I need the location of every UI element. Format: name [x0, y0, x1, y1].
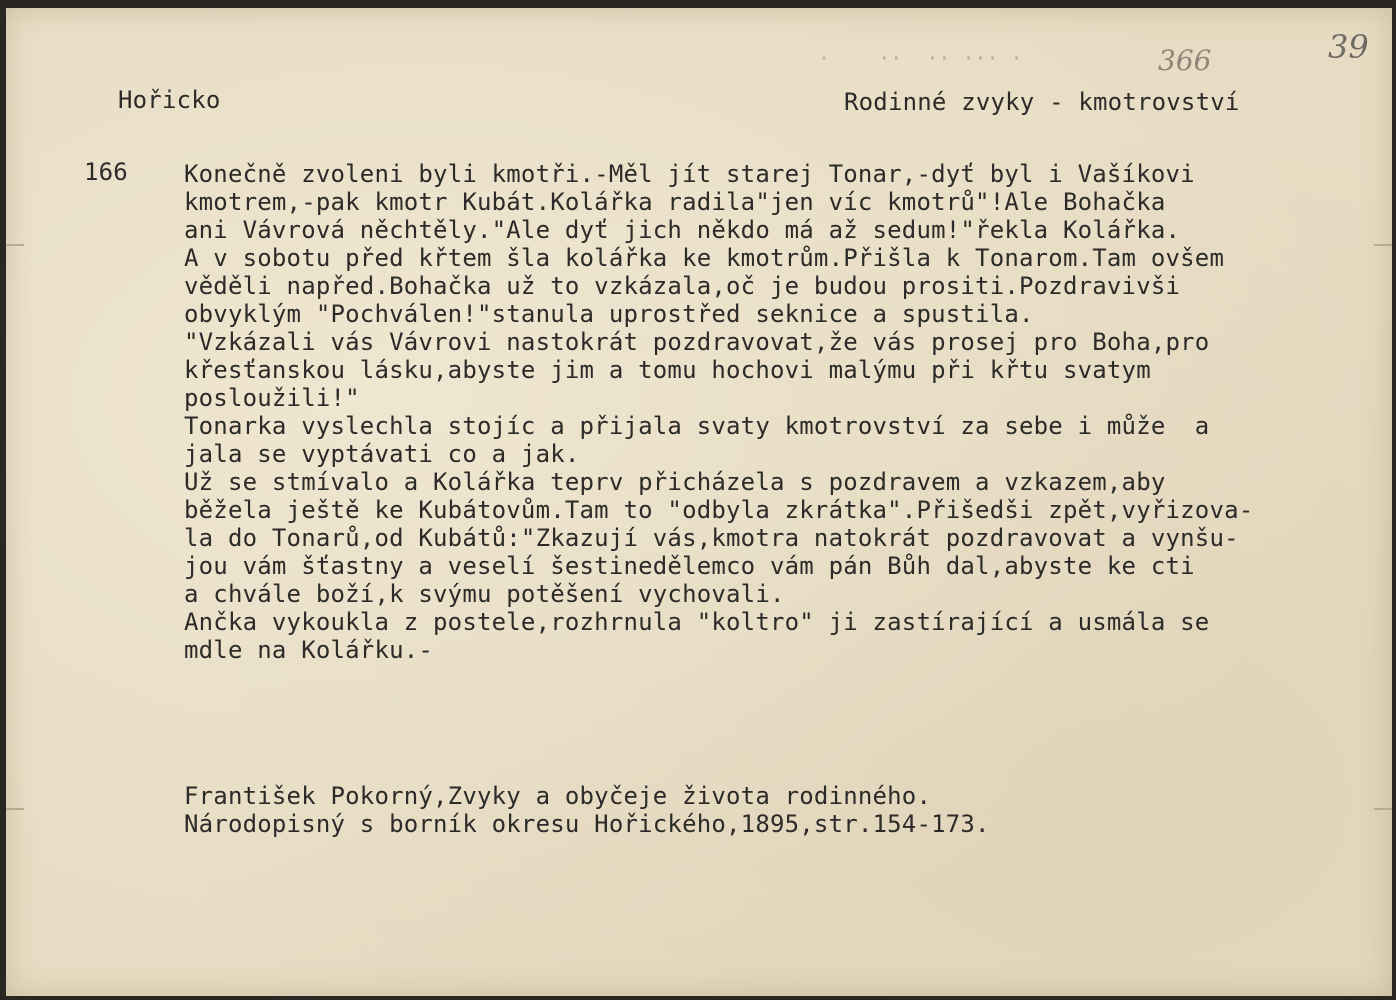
entry-line: ani Vávrová něchtěly."Ale dyť jich někdo má až sedum!"řekla Kolářka.	[184, 216, 1181, 244]
entry-line: Konečně zvoleni byli kmotři.-Měl jít starej Tonar,-dyť byl i Vašíkovi	[184, 160, 1195, 188]
entry-line: la do Tonarů,od Kubátů:"Zkazují vás,kmotra natokrát pozdravovat a vynšu-	[184, 524, 1239, 552]
archive-card	[6, 8, 1392, 996]
entry-line: mdle na Kolářku.-	[184, 636, 434, 664]
entry-line: "Vzkázali vás Vávrovi nastokrát pozdravovat,že vás prosej pro Boha,pro	[184, 328, 1210, 356]
entry-line: běžela ještě ke Kubátovům.Tam to "odbyla zkrátka".Přišedši zpět,vyřizova-	[184, 496, 1254, 524]
entry-line: posloužili!"	[184, 384, 360, 412]
entry-line: věděli napřed.Bohačka už to vzkázala,oč je budou prositi.Pozdravivši	[184, 272, 1181, 300]
source-line: Národopisný s borník okresu Hořického,1895,str.154-173.	[184, 810, 990, 838]
source-line: František Pokorný,Zvyky a obyčeje života rodinného.	[184, 782, 932, 810]
entry-line: Ančka vykoukla z postele,rozhrnula "koltro" ji zastírající a usmála se	[184, 608, 1210, 636]
entry-line: kmotrem,-pak kmotr Kubát.Kolářka radila"jen víc kmotrů"!Ale Bohačka	[184, 188, 1166, 216]
entry-line: a chvále boží,k svýmu potěšení vychovali.	[184, 580, 785, 608]
entry-line: jala se vyptávati co a jak.	[184, 440, 580, 468]
right-margin-tick	[1374, 244, 1392, 246]
left-margin-tick	[6, 244, 24, 246]
faint-stamp-number: 366	[1158, 44, 1212, 77]
entry-line: křesťanskou lásku,abyste jim a tomu hochovi malýmu při křtu svatym	[184, 356, 1151, 384]
entry-line: A v sobotu před křtem šla kolářka ke kmotrům.Přišla k Tonarom.Tam ovšem	[184, 244, 1225, 272]
entry-line: jou vám šťastny a veselí šestinedělemco vám pán Bůh dal,abyste ke cti	[184, 552, 1195, 580]
entry-line: obvyklým "Pochválen!"stanula uprostřed seknice a spustila.	[184, 300, 1034, 328]
right-margin-tick	[1374, 808, 1392, 810]
topic-label: Rodinné zvyky - kmotrovství	[844, 88, 1240, 116]
entry-number: 166	[84, 158, 128, 186]
entry-line: Už se stmívalo a Kolářka teprv přicházela s pozdravem a vzkazem,aby	[184, 468, 1166, 496]
location-label: Hořicko	[118, 86, 221, 114]
faint-stamp-prefix: · ·· ·· ··· ·	[818, 46, 1059, 70]
handwritten-page-number: 39	[1328, 28, 1369, 66]
left-margin-tick	[6, 808, 24, 810]
entry-line: Tonarka vyslechla stojíc a přijala svaty kmotrovství za sebe i může a	[184, 412, 1210, 440]
